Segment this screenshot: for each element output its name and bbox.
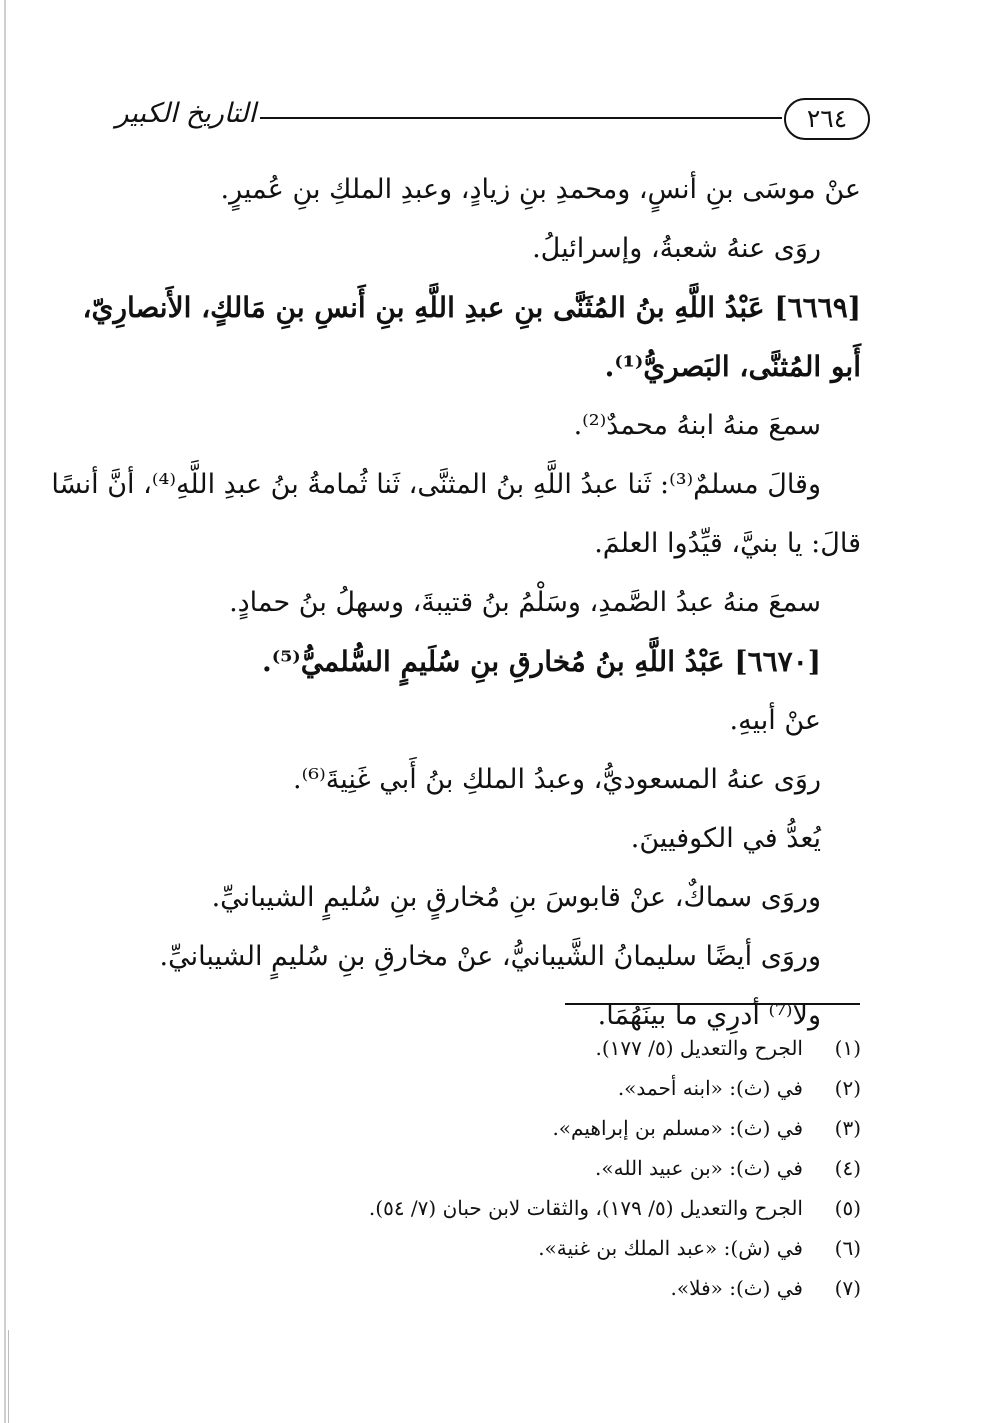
footnote [121,1148,861,1188]
footnote-number: (٦) [834,1236,861,1260]
entry-heading-cont: أَبو المُثنَّى، البَصريُّ⁽¹⁾. [604,350,861,383]
text-line: سمعَ منهُ ابنهُ محمدٌ⁽²⁾. [573,410,821,441]
text-line: سمعَ منهُ عبدُ الصَّمدِ، وسَلْمُ بنُ قتيبةَ، وسهلُ بنُ حمادٍ. [229,587,821,618]
scan-edge [4,0,6,1423]
footnote [121,1268,861,1308]
text-line: روَى عنهُ شعبةُ، وإسرائيلُ. [532,233,821,264]
text-line: ولا⁽⁷⁾ أدرِي ما بينَهُمَا. [597,1000,821,1031]
entry-heading: [٦٦٧٠] عَبْدُ اللَّهِ بنُ مُخارقِ بنِ سُلَيمٍ السُّلميُّ⁽⁵⁾. [262,645,821,678]
footnote-number: (٥) [834,1196,861,1220]
footnote-text: في (ش): «عبد الملك بن غنية». [538,1236,803,1260]
page-number: ٢٦٤ [784,98,870,140]
page-header [115,90,870,150]
text-line: وقالَ مسلمٌ⁽³⁾: ثَنا عبدُ اللَّهِ بنُ المثنَّى، ثَنا ثُمامةُ بنُ عبدِ اللَّهِ⁽⁴⁾، أنَّ أنسًا [51,469,821,500]
text-line: روَى عنهُ المسعوديُّ، وعبدُ الملكِ بنُ أَبي غَنِيةَ⁽⁶⁾. [293,764,821,795]
scan-edge-mark [8,1330,9,1423]
text-line: عنْ موسَى بنِ أنسٍ، ومحمدِ بنِ زيادٍ، وعبدِ الملكِ بنِ عُميرٍ. [220,174,861,205]
footnote [121,1108,861,1148]
footnote-text: في (ث): «بن عبيد الله». [595,1156,803,1180]
header-rule [260,117,782,119]
footnote-text: الجرح والتعديل (٥/ ١٧٩)، والثقات لابن حبان (٧/ ٥٤). [368,1196,803,1220]
footnote [121,1028,861,1068]
text-line: عنْ أبيهِ. [729,705,821,736]
footnote-text: في (ث): «مسلم بن إبراهيم». [552,1116,803,1140]
footnote-number: (١) [834,1036,861,1060]
footnote-text: في (ث): «ابنه أحمد». [617,1076,803,1100]
footnote-text: الجرح والتعديل (٥/ ١٧٧). [595,1036,803,1060]
footnote-number: (٤) [834,1156,861,1180]
text-line: قالَ: يا بنيَّ، قيِّدُوا العلمَ. [594,528,861,559]
footnote [121,1068,861,1108]
footnote [121,1188,861,1228]
footnote-text: في (ث): «فلا». [670,1276,803,1300]
footnote-number: (٢) [834,1076,861,1100]
text-line: يُعدُّ في الكوفيينَ. [630,823,821,854]
book-title: التاريخ الكبير [115,98,256,129]
footnotes [121,1028,861,1308]
footnote-separator [565,1003,860,1005]
text-line: وروَى سماكٌ، عنْ قابوسَ بنِ مُخارقٍ بنِ سُليمٍ الشيبانيِّ. [211,882,821,913]
text-line: وروَى أيضًا سليمانُ الشَّيبانيُّ، عنْ مخارقِ بنِ سُليمٍ الشيبانيِّ. [159,941,821,972]
entry-heading: [٦٦٦٩] عَبْدُ اللَّهِ بنُ المُثَنَّى بنِ عبدِ اللَّهِ بنِ أَنسِ بنِ مَالكٍ، الأَنصارِيّ، [82,291,861,324]
footnote-number: (٧) [834,1276,861,1300]
footnote-number: (٣) [834,1116,861,1140]
footnote [121,1228,861,1268]
main-text [51,160,861,1045]
